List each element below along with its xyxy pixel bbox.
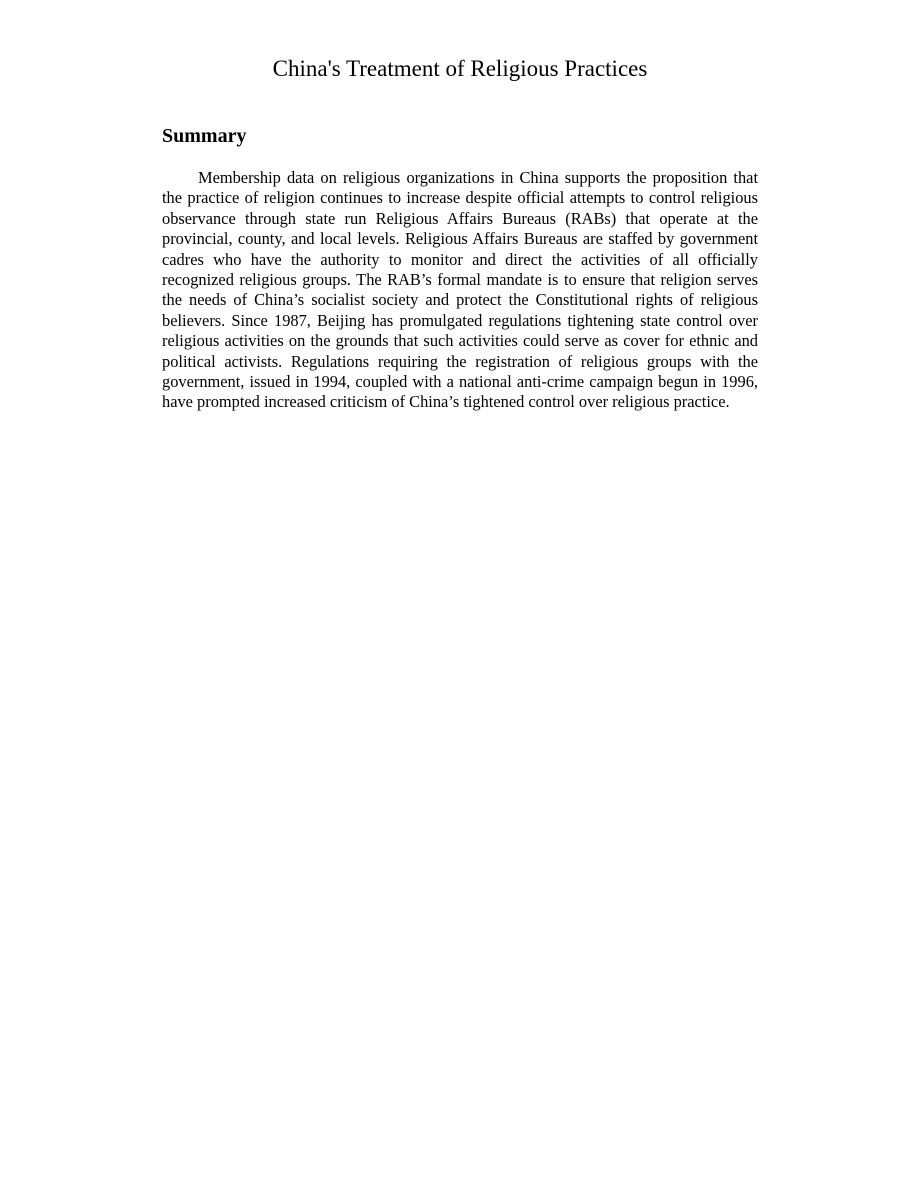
summary-paragraph: Membership data on religious organizations in China supports the proposition that the practice of religion continues to increase despite official attempts to control religious observance through state run Religious Affairs Bureaus (RABs) that operate at the provincial, county, and local levels. Religious Affairs Bureaus are staffed by government cadres who have the authority to monitor and direct the activities of all officially recognized religious groups. The RAB’s formal mandate is to ensure that religion serves the needs of China’s socialist society and protect the Constitutional rights of religious believers. Since 1987, Beijing has promulgated regulations tightening state control over religious activities on the grounds that such activities could serve as cover for ethnic and political activists. Regulations requiring the registration of religious groups with the government, issued in 1994, coupled with a national anti-crime campaign begun in 1996, have prompted increased criticism of China’s tightened control over religious practice. xyxy=(162,168,758,412)
document-title: China's Treatment of Religious Practices xyxy=(272,56,648,81)
summary-heading: Summary xyxy=(162,125,247,147)
